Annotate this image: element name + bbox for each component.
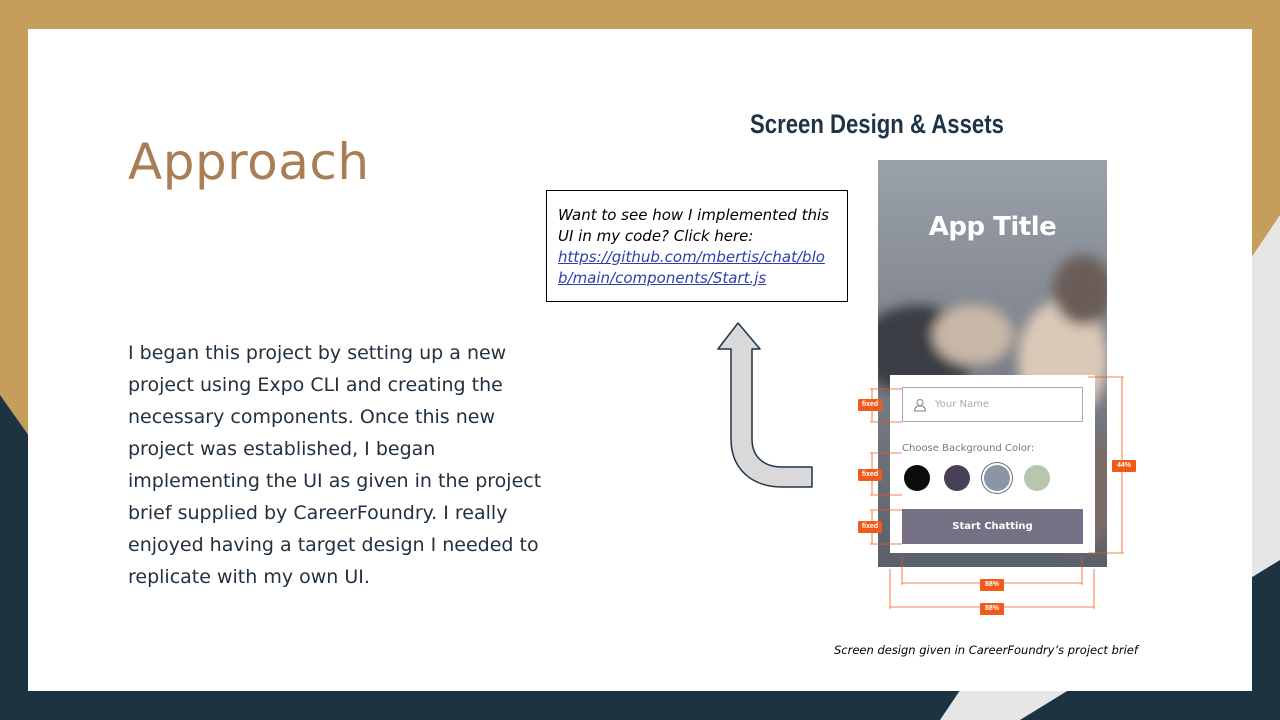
callout-text: Want to see how I implemented this UI in my code? Click here:: [558, 206, 829, 245]
slide-title: Approach: [128, 133, 370, 191]
color-swatch-4[interactable]: [1024, 465, 1050, 491]
up-arrow-icon: [704, 321, 824, 491]
color-swatch-2[interactable]: [944, 465, 970, 491]
section-heading: Screen Design & Assets: [750, 109, 1004, 139]
choose-bg-label: Choose Background Color:: [902, 443, 1035, 454]
measure-tag-fixed: fixed: [858, 469, 882, 481]
color-swatch-3[interactable]: [984, 465, 1010, 491]
approach-body-text: I began this project by setting up a new project using Expo CLI and creating the necessary components. Once this new project was established, I began implementing the UI as given in the project brief supplied by CareerFoundry. I really enjoyed having a target design I needed to replicate with my own UI.: [128, 342, 542, 588]
measure-tag-width: 88%: [980, 603, 1004, 615]
name-input[interactable]: [902, 387, 1083, 422]
mockup-caption: Screen design given in CareerFoundry’s project brief: [834, 643, 1138, 657]
app-title: App Title: [928, 212, 1057, 242]
name-placeholder: Your Name: [935, 399, 990, 410]
phone-mockup: [878, 160, 1107, 567]
github-callout-box: [546, 190, 848, 302]
slide-canvas: [28, 29, 1252, 691]
measure-tag-width: 88%: [980, 579, 1004, 591]
github-link[interactable]: https://github.com/mbertis/chat/blob/main/components/Start.js: [558, 248, 825, 287]
start-form-card: [890, 375, 1095, 553]
start-chatting-button[interactable]: Start Chatting: [902, 509, 1083, 544]
measure-tag-fixed: fixed: [858, 399, 882, 411]
color-swatch-1[interactable]: [904, 465, 930, 491]
user-icon: [913, 398, 927, 412]
measure-tag-height: 44%: [1112, 460, 1136, 472]
measure-tag-fixed: fixed: [858, 521, 882, 533]
